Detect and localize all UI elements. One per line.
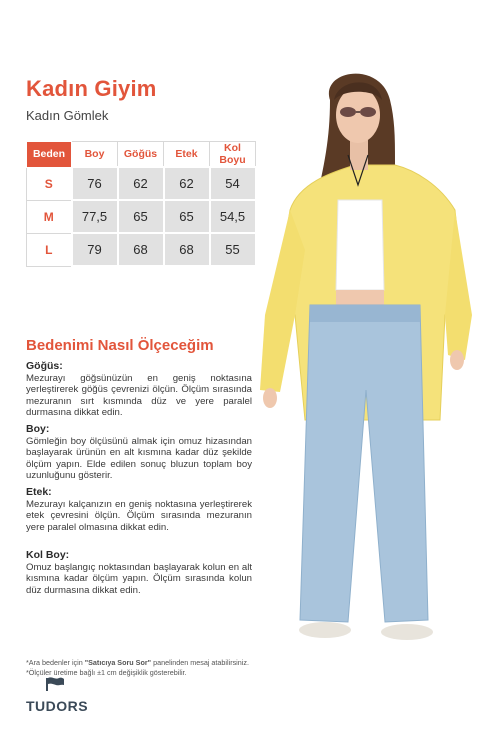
flag-logo-icon — [44, 676, 66, 692]
size-label: L — [27, 233, 72, 266]
section-gogus — [26, 360, 252, 419]
section-heading: Kol Boy: — [26, 549, 70, 561]
sunglasses-left — [340, 107, 356, 117]
section-heading: Boy: — [26, 423, 50, 435]
size-label: M — [27, 200, 72, 233]
section-boy — [26, 423, 252, 482]
brand-logo — [26, 676, 96, 716]
table-row — [27, 200, 256, 233]
footnote-tolerance: *Ölçüler üretime bağlı ±1 cm değişiklik gösterebilir. — [26, 668, 187, 677]
header-beden: Beden — [27, 142, 72, 168]
table-cell: 62 — [118, 167, 164, 200]
brand-name: TUDORS — [26, 698, 89, 714]
section-text: Gömleğin boy ölçüsünü almak için omuz hizasından başlayarak ürünün en alt kısmına kadar düz şekilde ölçüm yapın. Elde edilen sonuç bluzun toplam boy uzunluğunu gösterir. — [26, 436, 252, 482]
footnote-ara-beden — [26, 658, 249, 667]
page-subtitle: Kadın Gömlek — [26, 108, 109, 123]
hand-right — [450, 350, 464, 370]
table-cell: 68 — [164, 233, 210, 266]
size-label: S — [27, 167, 72, 200]
section-text: Mezurayı kalçanızın en geniş noktasına yerleştirerek etek çevresini ölçün. Ölçüm sırasında mezuranın yere paralel olmasına dikkat edin. — [26, 499, 252, 533]
size-table-header-row — [27, 142, 256, 168]
header-etek: Etek — [164, 142, 210, 168]
white-top — [336, 200, 384, 290]
table-row — [27, 167, 256, 200]
shoe-left — [299, 622, 351, 638]
table-cell: 79 — [72, 233, 118, 266]
howto-title: Bedenimi Nasıl Ölçeceğim — [26, 337, 214, 354]
header-gogus: Göğüs — [118, 142, 164, 168]
section-text: Omuz başlangıç noktasından başlayarak kolun en alt kısmına kadar ölçüm yapın. Ölçüm sırasında kolun düz durmasına dikkat edin. — [26, 562, 252, 596]
header-kol-boyu: Kol Boyu — [210, 142, 256, 168]
sunglasses-right — [360, 107, 376, 117]
table-cell: 55 — [210, 233, 256, 266]
table-cell: 54 — [210, 167, 256, 200]
hand-left — [263, 388, 277, 408]
section-kol-boy — [26, 549, 252, 596]
section-etek — [26, 486, 252, 533]
table-cell: 68 — [118, 233, 164, 266]
table-cell: 76 — [72, 167, 118, 200]
section-text: Mezurayı göğsünüzün en geniş noktasına yerleştirerek göğüs çevrenizi ölçün. Ölçüm sırasında mezuranın sırt kısmında düz ve yere paralel durmasına dikkat edin. — [26, 373, 252, 419]
table-row — [27, 233, 256, 266]
page-title: Kadın Giyim — [26, 76, 157, 101]
shoe-right — [381, 624, 433, 640]
neck — [350, 140, 368, 170]
table-cell: 65 — [164, 200, 210, 233]
table-cell: 62 — [164, 167, 210, 200]
header-boy: Boy — [72, 142, 118, 168]
model-photo — [250, 60, 490, 660]
footnote-link-text: "Satıcıya Soru Sor" — [84, 658, 152, 667]
table-cell: 65 — [118, 200, 164, 233]
size-table — [26, 141, 257, 267]
jeans — [300, 305, 428, 622]
section-heading: Göğüs: — [26, 360, 63, 372]
footnote-prefix: *Ara bedenler için — [26, 658, 85, 667]
footnote-suffix: panelinden mesaj atabilirsiniz. — [151, 658, 249, 667]
table-cell: 77,5 — [72, 200, 118, 233]
section-heading: Etek: — [26, 486, 52, 498]
table-cell: 54,5 — [210, 200, 256, 233]
